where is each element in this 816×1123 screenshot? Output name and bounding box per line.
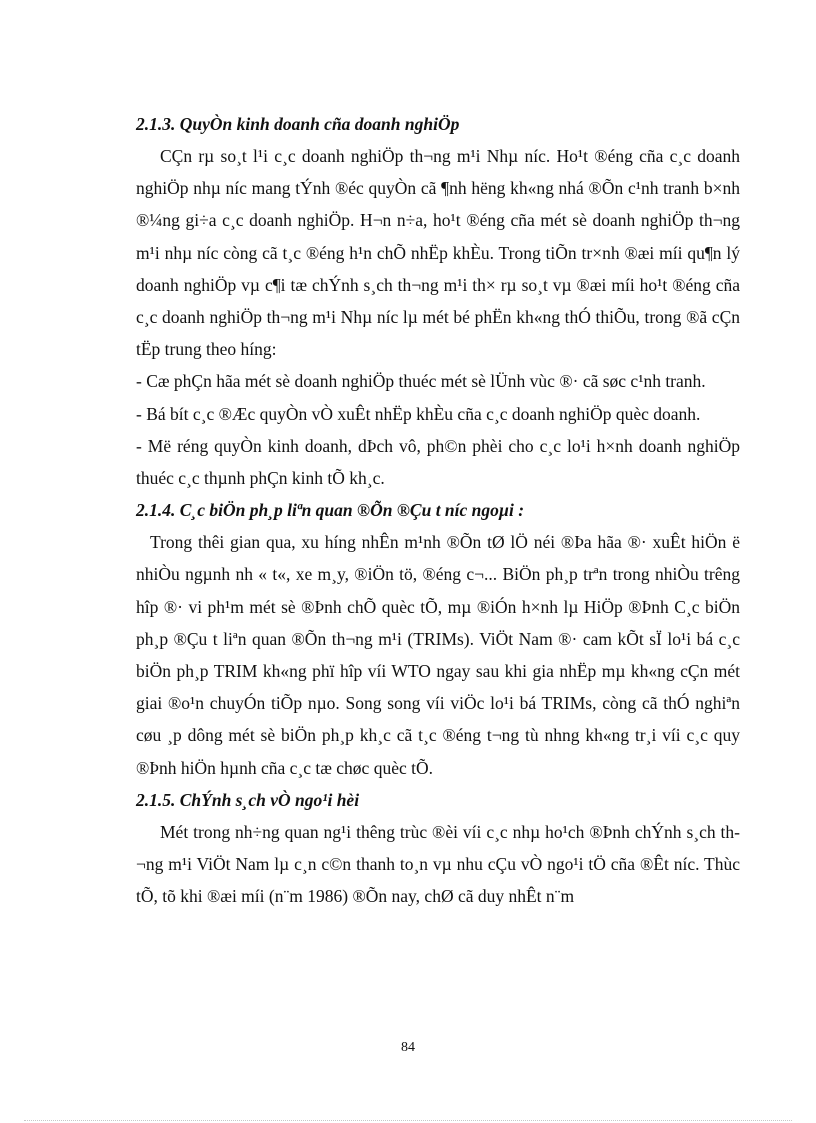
- bullet-expand-rights: - Më réng quyÒn kinh doanh, dÞch vô, ph©n phèi cho c¸c lo¹i h×nh doanh nghiÖp thuéc c¸c thµnh phÇn kinh tÕ kh¸c.: [136, 435, 740, 489]
- paragraph-2-1-3-body: CÇn rµ so¸t l¹i c¸c doanh nghiÖp th¬ng m¹i Nhµ níc. Ho¹t ®éng cña c¸c doanh nghiÖp nhµ níc mang tÝnh ®éc quyÒn cã ¶nh hëng kh«ng nhá ®Õn c¹nh tranh b×nh ®¼ng gi÷a c¸c doanh nghiÖp. H¬n n÷a, ho¹t ®éng cña mét sè doanh nghiÖp th¬ng m¹i nhµ níc còng cã t¸c ®éng h¹n chÕ nhËp khÈu. Trong tiÕn tr×nh ®æi míi qu¶n lý doanh nghiÖp vµ c¶i tæ chÝnh s¸ch th¬ng m¹i th× rµ so¸t vµ ®æi míi ho¹t ®éng cña c¸c doanh nghiÖp th¬ng m¹i Nhµ níc lµ mét bé phËn kh«ng thÓ thiÕu, trong ®ã cÇn tËp trung theo híng:: [136, 146, 740, 360]
- bullet-remove-privileges: - Bá bít c¸c ®Æc quyÒn vÒ xuÊt nhËp khÈu cña c¸c doanh nghiÖp quèc doanh.: [136, 403, 701, 424]
- section-heading-2-1-4: 2.1.4. C¸c biÖn ph¸p liªn quan ®Õn ®Çu t níc ngoµi :: [136, 500, 525, 521]
- document-page: [136, 108, 740, 912]
- section-heading-2-1-3: 2.1.3. QuyÒn kinh doanh cña doanh nghiÖp: [136, 114, 460, 134]
- bullet-equitization: - Cæ phÇn hãa mét sè doanh nghiÖp thuéc mét sè lÜnh vùc ®· cã søc c¹nh tranh.: [136, 371, 706, 392]
- page-bottom-divider: [24, 1120, 792, 1121]
- section-heading-2-1-5: 2.1.5. ChÝnh s¸ch vÒ ngo¹i hèi: [136, 789, 360, 810]
- page-number: 84: [401, 1040, 415, 1055]
- paragraph-2-1-5-body: Mét trong nh÷ng quan ng¹i thêng trùc ®èi víi c¸c nhµ ho¹ch ®Þnh chÝnh s¸ch th¬ng m¹i ViÖt Nam lµ c¸n c©n thanh to¸n vµ nhu cÇu vÒ ngo¹i tÖ cña ®Êt níc. Thùc tÕ, tõ khi ®æi míi (n¨m 1986) ®Õn nay, chØ cã duy nhÊt n¨m: [136, 821, 740, 907]
- paragraph-2-1-4-body: Trong thêi gian qua, xu híng nhÊn m¹nh ®Õn tØ lÖ néi ®Þa hãa ®· xuÊt hiÖn ë nhiÒu ngµnh nh « t«, xe m¸y, ®iÖn tö, ®éng c¬... BiÖn ph¸p trªn trong nhiÒu trêng hîp ®· vi ph¹m mét sè ®Þnh chÕ quèc tÕ, mµ ®iÓn h×nh lµ HiÖp ®Þnh C¸c biÖn ph¸p ®Çu t liªn quan ®Õn th¬ng m¹i (TRIMs). ViÖt Nam ®· cam kÕt sÏ lo¹i bá c¸c biÖn ph¸p TRIM kh«ng phï hîp víi WTO ngay sau khi gia nhËp mµ kh«ng cÇn mét giai ®o¹n chuyÓn tiÕp nµo. Song song víi viÖc lo¹i bá TRIMs, còng cã thÓ nghiªn cøu ¸p dông mét sè biÖn ph¸p kh¸c cã t¸c ®éng t¬ng tù nhng kh«ng tr¸i víi c¸c quy ®Þnh hiÖn hµnh cña c¸c tæ chøc quèc tÕ.: [136, 532, 740, 778]
